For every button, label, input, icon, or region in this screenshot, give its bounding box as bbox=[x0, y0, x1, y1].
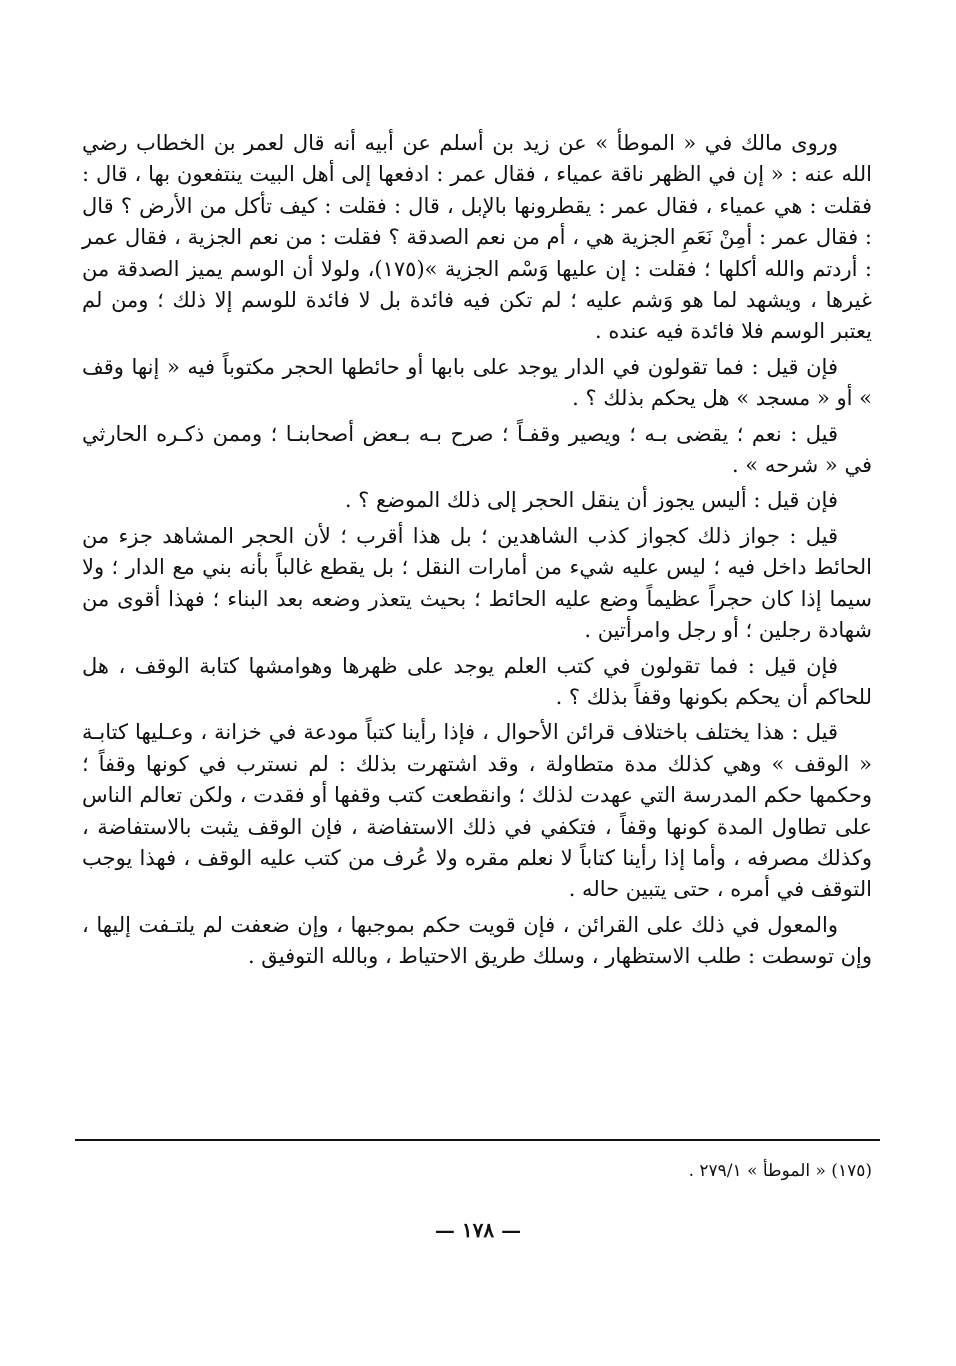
paragraph-6: فإن قيل : فما تقولون في كتب العلم يوجد على ظهرها وهوامشها كتابة الوقف ، هل للحاكم أن يحكم بكونها وقفاً بذلك ؟ . bbox=[82, 653, 872, 709]
main-text bbox=[82, 128, 872, 977]
paragraph-4: فإن قيل : أليس يجوز أن ينقل الحجر إلى ذلك الموضع ؟ . bbox=[344, 488, 838, 513]
paragraph-1: وروى مالك في « الموطأ » عن زيد بن أسلم عن أبيه أنه قال لعمر بن الخطاب رضي الله عنه : « إن في الظهر ناقة عمياء ، فقال عمر : ادفعها إلى أهل البيت ينتفعون بها ، قال : فقلت : هي عمياء ، فقال عمر : يقطرونها بالإبل ، قال : فقلت : كيف تأكل من الأرض ؟ قال : فقال عمر : أمِنْ نَعَمِ الجزية هي ، أم من نعم الصدقة ؟ فقلت : من نعم الجزية ، فقال عمر : أردتم والله أكلها ؛ فقلت : إن عليها وَسْم الجزية »(١٧٥)، ولولا أن الوسم يميز الصدقة من غيرها ، ويشهد لما هو وَشم عليه ؛ لم تكن فيه فائدة بل لا فائدة للوسم إلا ذلك ؛ ومن لم يعتبر الوسم فلا فائدة فيه عنده . bbox=[82, 131, 872, 344]
page-number: — ١٧٨ — bbox=[434, 1218, 522, 1242]
paragraph-7: قيل : هذا يختلف باختلاف قرائن الأحوال ، فإذا رأينا كتباً مودعة في خزانة ، وعـليها كتابـة « الوقف » وهي كذلك مدة متطاولة ، وقد اشتهرت بذلك : لم نسترب في كونها وقفاً ؛ وحكمها حكم المدرسة التي عهدت لذلك ؛ وانقطعت كتب وقفها أو فقدت ، ولكن تعالم الناس على تطاول المدة كونها وقفاً ، فتكفي في ذلك الاستفاضة ، فإن الوقف يثبت بالاستفاضة ، وكذلك مصرفه ، وأما إذا رأينا كتاباً لا نعلم مقره ولا عُرف من كتب عليه الوقف ، فهذا يوجب التوقف في أمره ، حتى يتبين حاله . bbox=[82, 720, 872, 902]
paragraph-2: فإن قيل : فما تقولون في الدار يوجد على بابها أو حائطها الحجر مكتوباً فيه « إنها وقف » أو « مسجد » هل يحكم بذلك ؟ . bbox=[82, 354, 872, 411]
paragraph-3: قيل : نعم ؛ يقضى بـه ؛ ويصير وقفـاً ؛ صرح بـه بـعض أصحابنـا ؛ وممن ذكـره الحارثي في « شرحه » . bbox=[82, 421, 872, 478]
paragraph-8: والمعول في ذلك على القرائن ، فإن قويت حكم بموجبها ، وإن ضعفت لم يلتـفت إليها ، وإن توسطت : طلب الاستظهار ، وسلك طريق الاحتياط ، وبالله التوفيق . bbox=[82, 912, 872, 969]
paragraph-5: قيل : جواز ذلك كجواز كذب الشاهدين ؛ بل هذا أقرب ؛ لأن الحجر المشاهد جزء من الحائط داخل فيه ؛ ليس عليه شيء من أمارات النقل ؛ بل يقطع غالباً بأنه بني مع الدار ؛ ولا سيما إذا كان حجراً عظيماً وضع عليه الحائط ؛ بحيث يتعذر وضعه بعد البناء ؛ فهذا أقوى من شهادة رجلين ؛ أو رجل وامرأتين . bbox=[82, 523, 872, 643]
footnote-divider bbox=[75, 1139, 880, 1141]
footnote: (١٧٥) « الموطأ » ٢٧٩/١ . bbox=[688, 1161, 872, 1181]
